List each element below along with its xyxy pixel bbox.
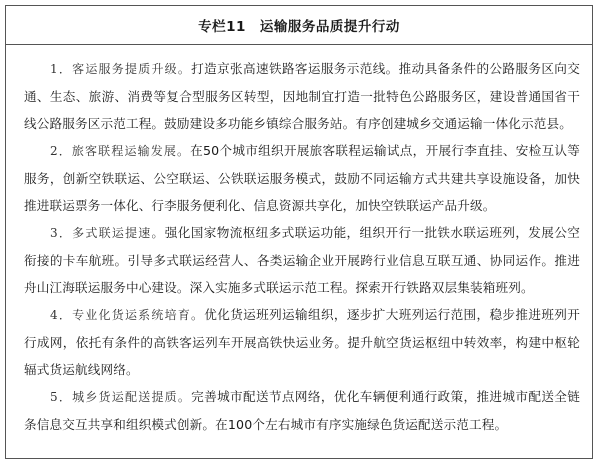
paragraph-urban-rural-delivery xyxy=(24,383,580,438)
paragraph-text: 在50个城市组织开展旅客联程运输试点，开展行李直挂、安检互认等服务，创新空铁联运、公空联运、公铁联运服务模式，鼓励不同运输方式共建共享设施设备，加快推进联运票务一体化、行李服务便利化、信息资源共享化，加快空铁联运产品升级。 xyxy=(24,143,580,213)
paragraph-text: 完善城市配送节点网络，优化车辆便利通行政策，推进城市配送全链条信息交互共享和组织模式创新。在100个左右城市有序实施绿色货运配送示范工程。 xyxy=(24,389,580,432)
paragraph-intermodal-passenger xyxy=(24,137,580,219)
box-label: 专栏11 xyxy=(198,19,246,35)
paragraph-heading: 1．客运服务提质升级。 xyxy=(50,62,192,76)
paragraph-heading: 5．城乡货运配送提质。 xyxy=(50,390,192,404)
paragraph-passenger-service xyxy=(24,55,580,137)
feature-box xyxy=(5,5,593,459)
paragraph-text: 优化货运班列运输组织，逐步扩大班列运行范围，稳步推进班列开行成网，依托有条件的高铁客运列车开展高铁快运业务。提升航空货运枢纽中转效率，构建中枢轮辐式货运航线网络。 xyxy=(24,307,580,377)
paragraph-heading: 2．旅客联程运输发展。 xyxy=(50,144,191,158)
paragraph-text: 打造京张高速铁路客运服务示范线。推动具备条件的公路服务区向交通、生态、旅游、消费等复合型服务区转型，因地制宜打造一批特色公路服务区，建设普通国省干线公路服务区示范工程。鼓励建设多功能乡镇综合服务站。有序创建城乡交通运输一体化示范县。 xyxy=(24,61,580,131)
paragraph-text: 强化国家物流枢纽多式联运功能，组织开行一批铁水联运班列，发展公空衔接的卡车航班。引导多式联运经营人、各类运输企业开展跨行业信息互联互通、协同运作。推进舟山江海联运服务中心建设。深入实施多式联运示范工程。探索开行铁路双层集装箱班列。 xyxy=(24,225,580,295)
box-content xyxy=(6,45,592,438)
paragraph-heading: 4．专业化货运系统培育。 xyxy=(50,308,205,322)
paragraph-specialized-freight xyxy=(24,301,580,383)
paragraph-multimodal-transport xyxy=(24,219,580,301)
box-title: 运输服务品质提升行动 xyxy=(259,19,400,35)
box-title-bar xyxy=(6,6,592,45)
paragraph-heading: 3．多式联运提速。 xyxy=(50,226,165,240)
